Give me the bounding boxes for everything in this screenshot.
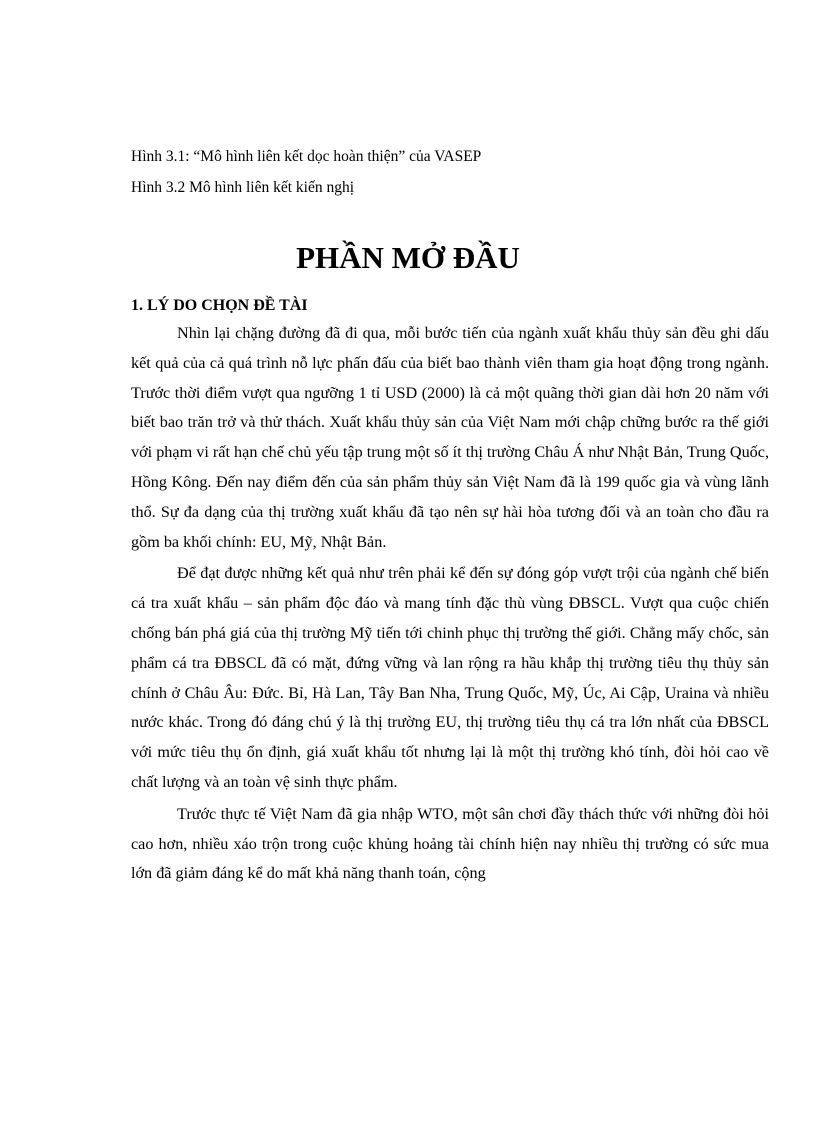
page-title: PHẦN MỞ ĐẦU (296, 240, 520, 275)
paragraph: Trước thực tế Việt Nam đã gia nhập WTO, một sân chơi đầy thách thức với những đòi hỏi cao hơn, nhiều xáo trộn trong cuộc khủng hoảng tài chính hiện nay nhiều thị trường có sức mua lớn đã giảm đáng kể do mất khả năng thanh toán, cộng (131, 804, 769, 883)
figure-list (131, 141, 771, 203)
figure-list-item: Hình 3.1: “Mô hình liên kết dọc hoàn thiện” của VASEP (131, 148, 482, 165)
paragraph: Để đạt được những kết quả như trên phải kể đến sự đóng góp vượt trội của ngành chế biến cá tra xuất khẩu – sản phẩm độc đáo và mang tính đặc thù vùng ĐBSCL. Vượt qua cuộc chiến chống bán phá giá của thị trường Mỹ tiến tới chinh phục thị trường thế giới. Chẳng mấy chốc, sản phẩm cá tra ĐBSCL đã có mặt, đứng vững và lan rộng ra hầu khắp thị trường tiêu thụ thủy sản chính ở Châu Âu: Đức. Bỉ, Hà Lan, Tây Ban Nha, Trung Quốc, Mỹ, Úc, Ai Cập, Uraina và nhiều nước khác. Trong đó đáng chú ý là thị trường EU, thị trường tiêu thụ cá tra lớn nhất của ĐBSCL với mức tiêu thụ ổn định, giá xuất khẩu tốt nhưng lại là một thị trường khó tính, đòi hỏi cao về chất lượng và an toàn vệ sinh thực phẩm. (131, 564, 769, 791)
section-heading: 1. LÝ DO CHỌN ĐỀ TÀI (131, 297, 308, 314)
paragraph: Nhìn lại chặng đường đã đi qua, mỗi bước tiến của ngành xuất khẩu thủy sản đều ghi dấu kết quả của cả quá trình nỗ lực phấn đấu của biết bao thành viên tham gia hoạt động trong ngành. Trước thời điểm vượt qua ngưỡng 1 tỉ USD (2000) là cả một quãng thời gian dài hơn 20 năm với biết bao trăn trở và thử thách. Xuất khẩu thủy sản của Việt Nam mới chập chững bước ra thế giới với phạm vi rất hạn chế chủ yếu tập trung một số ít thị trường Châu Á như Nhật Bản, Trung Quốc, Hồng Kông. Đến nay điểm đến của sản phẩm thủy sản Việt Nam đã là 199 quốc gia và vùng lãnh thổ. Sự đa dạng của thị trường xuất khẩu đã tạo nên sự hài hòa tương đối và an toàn cho đầu ra gồm ba khối chính: EU, Mỹ, Nhật Bản. (131, 324, 769, 551)
body-text (131, 319, 769, 891)
figure-list-item: Hình 3.2 Mô hình liên kết kiến nghị (131, 179, 355, 196)
